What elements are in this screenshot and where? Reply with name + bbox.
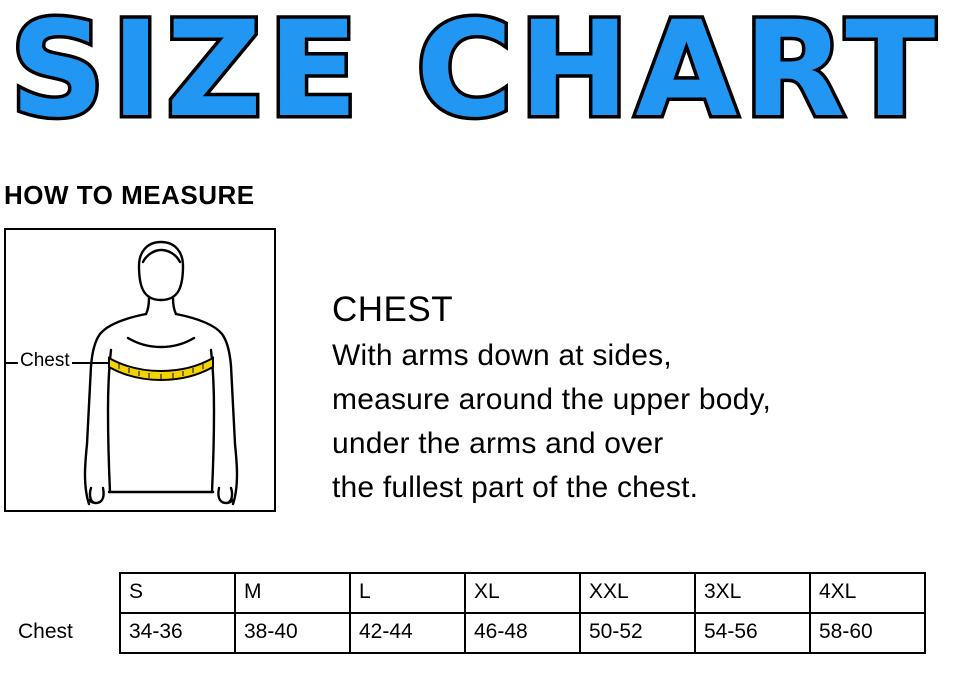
table-cell: 46-48 xyxy=(465,613,580,653)
table-header-cell: L xyxy=(350,573,465,613)
description-heading: CHEST xyxy=(332,290,454,329)
chest-figure-label: Chest xyxy=(20,350,70,371)
table-cell: 58-60 xyxy=(810,613,925,653)
description-line: With arms down at sides, xyxy=(332,339,672,372)
table-header-cell: XL xyxy=(465,573,580,613)
table-cell: 38-40 xyxy=(235,613,350,653)
table-row-label: Chest xyxy=(18,620,73,643)
table-cell: 34-36 xyxy=(120,613,235,653)
how-to-measure-heading: HOW TO MEASURE xyxy=(4,180,255,210)
table-header-cell: 4XL xyxy=(810,573,925,613)
description-body xyxy=(332,334,932,510)
table-corner-cell xyxy=(6,573,120,613)
table-header-cell: XXL xyxy=(580,573,695,613)
page-title xyxy=(0,0,954,150)
table-row xyxy=(6,613,925,653)
table-header-cell: M xyxy=(235,573,350,613)
table-header-cell: S xyxy=(120,573,235,613)
description-line: the fullest part of the chest. xyxy=(332,471,699,504)
description-line: under the arms and over xyxy=(332,427,664,460)
size-table xyxy=(6,572,926,654)
description-line: measure around the upper body, xyxy=(332,383,772,416)
table-header-cell: 3XL xyxy=(695,573,810,613)
description-block xyxy=(332,288,932,510)
table-cell: 42-44 xyxy=(350,613,465,653)
tape-measure-icon xyxy=(109,358,213,380)
table-cell: 54-56 xyxy=(695,613,810,653)
page-title-text: SIZE CHART xyxy=(10,0,942,147)
table-row-header xyxy=(6,573,925,613)
table-cell: 50-52 xyxy=(580,613,695,653)
